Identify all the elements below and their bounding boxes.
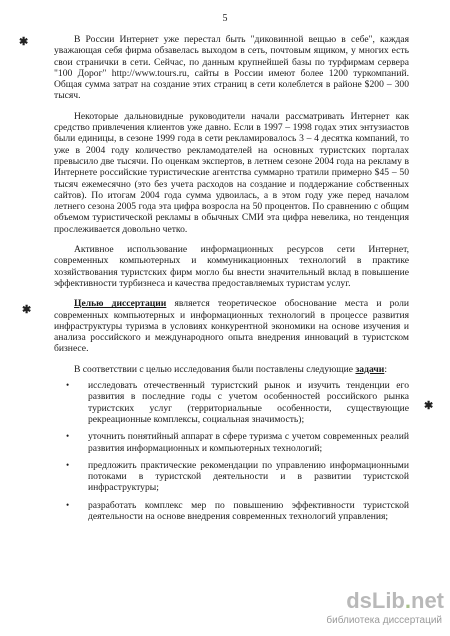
- watermark: [300, 588, 450, 636]
- goal-label: Целью диссертации: [74, 298, 167, 310]
- bullet-icon: •: [66, 380, 70, 391]
- tasks-intro-text: В соответствии с целью исследования были поставлены следующие: [74, 363, 354, 375]
- margin-mark: ✱: [424, 400, 434, 412]
- task-text: предложить практические рекомендации по управлению информационными потоками в туристской деятельности и в развитии туристской инфраструктуры;: [88, 459, 409, 494]
- paragraph-goal: [54, 298, 409, 354]
- task-text: исследовать отечественный туристский рынок и изучить тенденции его развития в последние годы с учетом особенностей российского рынка туристских услуг (территориальные особенности, существующие рекреационные комплексы, социальная значимость);: [88, 380, 409, 425]
- document-body: [54, 34, 409, 528]
- margin-mark: ✱: [22, 304, 32, 316]
- watermark-logo: [300, 588, 450, 614]
- watermark-logo-tld: net: [411, 588, 444, 613]
- margin-mark: ✱: [19, 36, 29, 48]
- list-item: [54, 460, 409, 494]
- tasks-label: задачи: [355, 363, 385, 375]
- goal-text: является теоретическое обоснование места и роли современных компьютерных и информационных технологий в процессе развития инфраструктуры туризма в условиях конкурентной экономики на основе изучения и анализа российского и международного опыта внедрения инноваций в туристском бизнесе.: [54, 298, 409, 355]
- watermark-logo-dot: .: [404, 588, 411, 613]
- paragraph-resources: Активное использование информационных ресурсов сети Интернет, современных компьютерных и коммуникационных технологий в практике хозяйствования туристских фирм могло бы внести значительный вклад в повышение эффективности турбизнеса и качества предоставляемых туристам услуг.: [54, 244, 409, 289]
- task-text: разработать комплекс мер по повышению эффективности туристской деятельности на основе внедрения современных технологий управления;: [88, 499, 409, 522]
- paragraph-tasks-intro: [54, 364, 409, 375]
- tasks-colon: :: [384, 363, 387, 375]
- tasks-list: [54, 380, 409, 522]
- bullet-icon: •: [66, 459, 70, 470]
- bullet-icon: •: [66, 499, 70, 510]
- watermark-subtitle: библиотека диссертаций: [326, 615, 442, 626]
- paragraph-advertising: Некоторые дальновидные руководители начали рассматривать Интернет как средство привлечения клиентов уже давно. Если в 1997 – 1998 годах этих энтузиастов были единицы, в сезоне 1999 года в сети рекламировалось 3 – 4 десятка компаний, то уже в 2004 году количество рекламодателей на основных туристских порталах превысило две тысячи. По оценкам экспертов, в летнем сезоне 2004 года на рекламу в Интернете российские туристические агентства суммарно тратили примерно $45 – 50 тысяч ежемесячно (это без учета расходов на создание и поддержание собственных сайтов). По итогам 2004 года сумма удвоилась, а в этом году уже перед началом летнего сезона 2005 года эта цифра возросла на 50 процентов. По сравнению с общим объемом туристической рекламы в обычных СМИ эта цифра невелика, но тенденция прослеживается довольно четко.: [54, 110, 409, 235]
- list-item: [54, 500, 409, 523]
- page-number: 5: [222, 13, 228, 24]
- list-item: [54, 431, 409, 454]
- list-item: [54, 380, 409, 425]
- watermark-logo-main: dsLib: [346, 588, 405, 613]
- paragraph-internet-russia: В России Интернет уже перестал быть "диковинной вещью в себе", каждая уважающая себя фирма обзавелась выходом в сеть, почтовым ящиком, у многих есть свои странички в сети. Сейчас, по данным крупнейшей базы по турфирмам сервера "100 Дорог" http://www.tours.ru, сайты в России имеют более 1200 туркомпаний. Общая сумма затрат на создание этих страниц в сети колеблется в районе $200 – 300 тысяч.: [54, 34, 409, 102]
- bullet-icon: •: [66, 431, 70, 442]
- task-text: уточнить понятийный аппарат в сфере туризма с учетом современных реалий развития информационных и компьютерных технологий;: [88, 431, 409, 454]
